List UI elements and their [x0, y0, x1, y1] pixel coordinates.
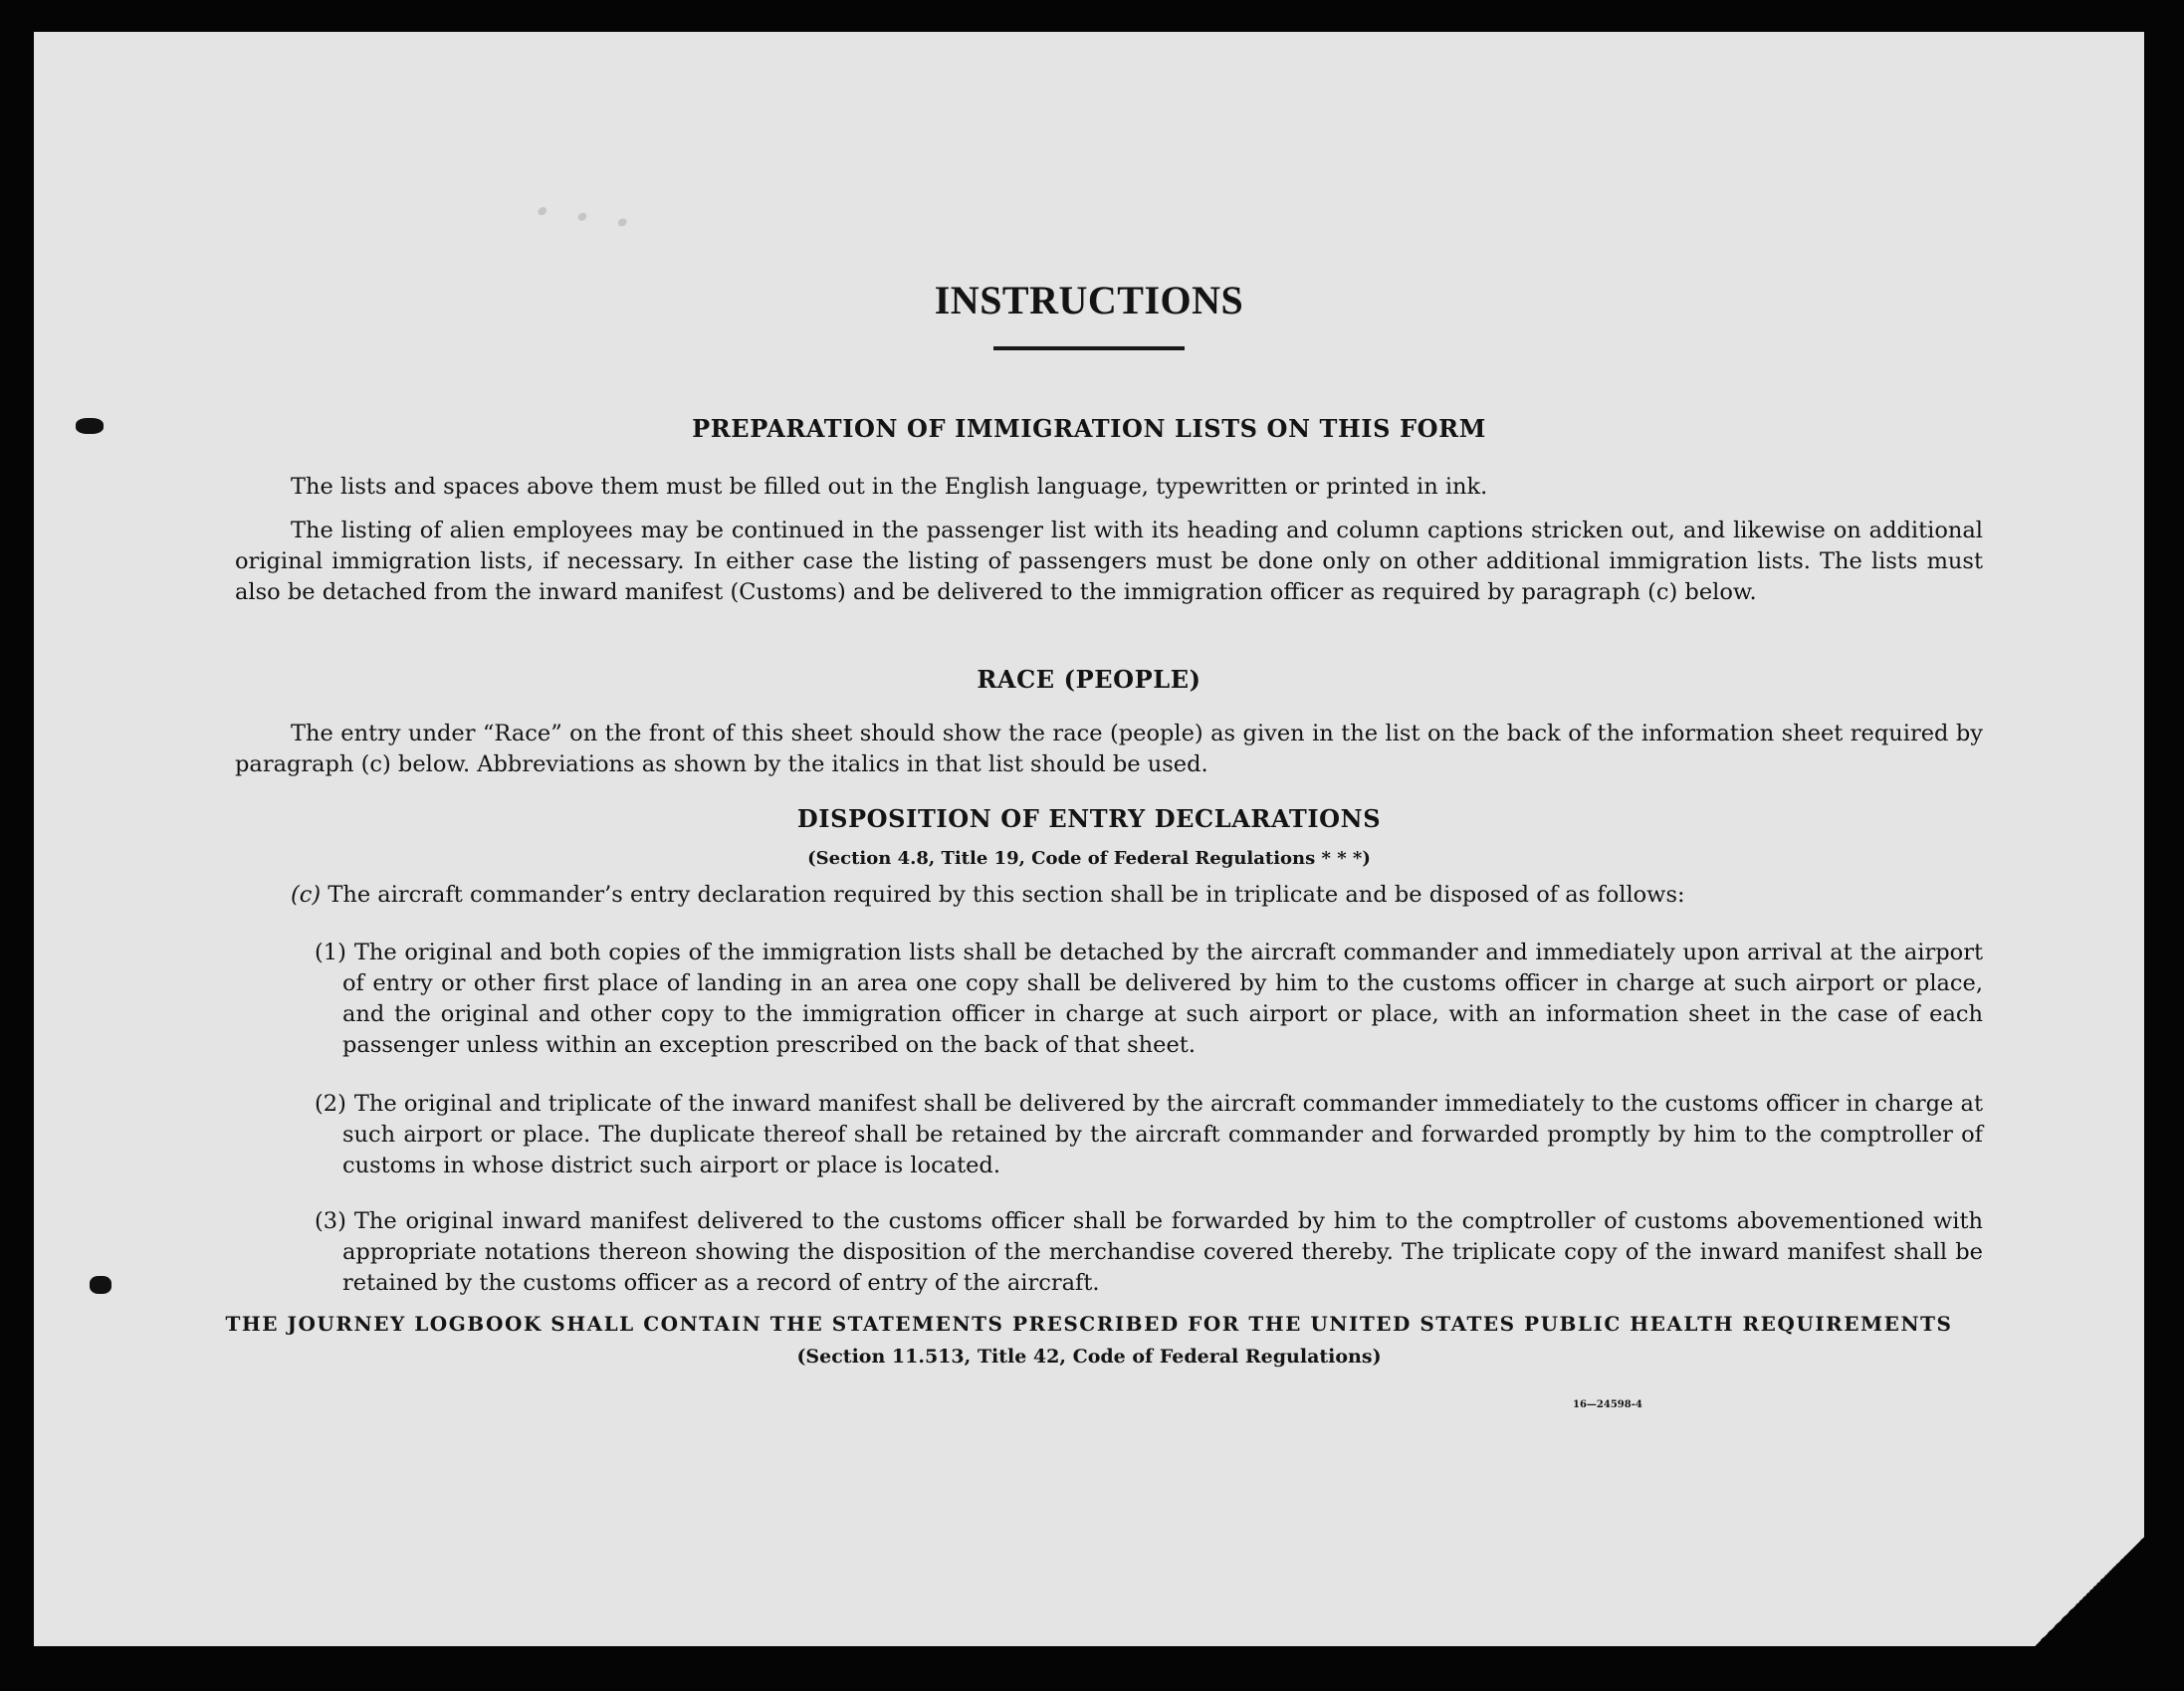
paragraph-race: The entry under “Race” on the front of this sheet should show the race (people) as given in the list on the back of the information sheet required by paragraph (c) below. Abbreviations as shown by the italics in that list should be used. [235, 721, 1983, 777]
item-label: (2) [315, 1091, 346, 1117]
section-heading-race: RACE (PEOPLE) [977, 665, 1201, 694]
page-title: INSTRUCTIONS [934, 278, 1244, 322]
paragraph-language: The lists and spaces above them must be filled out in the English language, typewritten or printed in ink. [291, 474, 1488, 500]
show-through-writing: · · · [527, 174, 638, 262]
folded-corner [2035, 1537, 2144, 1646]
intro-text: The aircraft commander’s entry declaration required by this section shall be in triplicate and be disposed of as follows: [328, 882, 1685, 908]
item-label: (3) [315, 1208, 346, 1234]
form-number: 16—24598-4 [1573, 1399, 1642, 1410]
public-health-citation: (Section 11.513, Title 42, Code of Federal Regulations) [796, 1346, 1382, 1368]
disposition-intro [291, 880, 1983, 911]
title-underline [993, 346, 1185, 350]
ink-blot [76, 418, 104, 434]
intro-label: (c) [291, 882, 322, 908]
list-item [315, 1089, 1983, 1181]
list-item [315, 1206, 1983, 1299]
section-citation: (Section 4.8, Title 19, Code of Federal Regulations * * *) [807, 848, 1371, 869]
document-sheet [34, 32, 2144, 1646]
ink-blot [90, 1276, 111, 1294]
item-text: The original inward manifest delivered to the customs officer shall be forwarded by him to the comptroller of customs abovementioned with appropriate notations thereon showing the disposition of the merchandise covered thereby. The triplicate copy of the inward manifest shall be retained by the customs officer as a record of entry of the aircraft. [342, 1208, 1983, 1296]
list-item [315, 938, 1983, 1061]
section-heading-preparation: PREPARATION OF IMMIGRATION LISTS ON THIS FORM [692, 414, 1486, 443]
public-health-statement: THE JOURNEY LOGBOOK SHALL CONTAIN THE STATEMENTS PRESCRIBED FOR THE UNITED STATES PUBLIC HEALTH REQUIREMENTS [225, 1312, 1953, 1336]
item-text: The original and both copies of the immigration lists shall be detached by the aircraft commander and immediately upon arrival at the airport of entry or other first place of landing in an area one copy shall be delivered by him to the customs officer in charge at such airport or place, and the original and other copy to the immigration officer in charge at such airport or place, with an information sheet in the case of each passenger unless within an exception prescribed on the back of that sheet. [342, 940, 1983, 1058]
item-label: (1) [315, 940, 346, 965]
item-text: The original and triplicate of the inward manifest shall be delivered by the aircraft commander immediately to the customs officer in charge at such airport or place. The duplicate thereof shall be retained by the aircraft commander and forwarded promptly by him to the comptroller of customs in whose district such airport or place is located. [342, 1091, 1983, 1178]
section-heading-disposition: DISPOSITION OF ENTRY DECLARATIONS [796, 804, 1382, 833]
paragraph-alien-employees: The listing of alien employees may be continued in the passenger list with its heading and column captions stricken out, and likewise on additional original immigration lists, if necessary. In either case the listing of passengers must be done only on other additional immigration lists. The lists must also be detached from the inward manifest (Customs) and be delivered to the immigration officer as required by paragraph (c) below. [235, 518, 1983, 605]
